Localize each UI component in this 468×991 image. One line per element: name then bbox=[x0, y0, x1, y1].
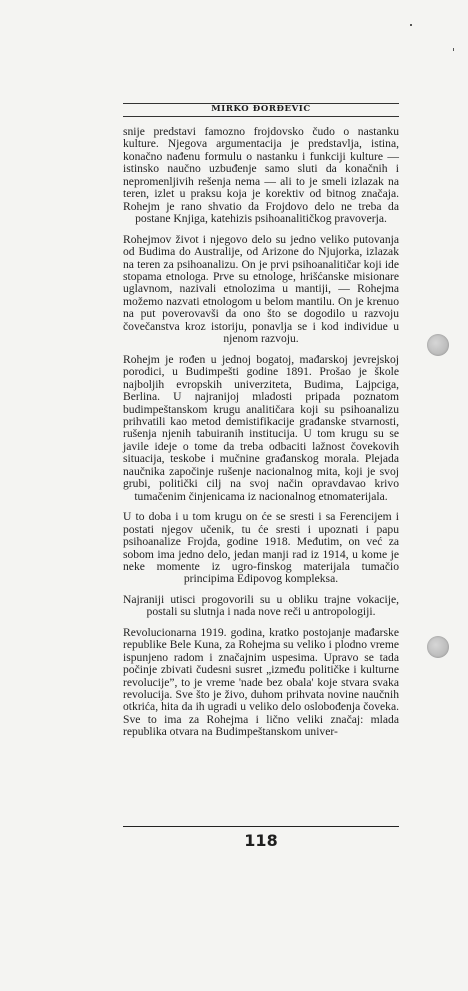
paragraph-4: U to doba i u tom krugu on će se sresti i sa Ferencijem i postati njegov učenik, tu će sresti i upoznati i papu psihoanalize Frojda, godine 1918. Međutim, on već za sobom ima jedno delo, jedan manji rad iz 1914, u kome je neke momente iz ugro-finskog materijala tumačio principima Edipovog kompleksa. bbox=[123, 510, 399, 586]
paragraph-5: Najraniji utisci progovorili su u obliku trajne vokacije, postali su slutnja i nada nove reči u antropologiji. bbox=[123, 592, 399, 619]
paragraph-1: snije predstavi famozno frojdovsko čudo o nastanku kulture. Njegova argumentacija je predstavlja, istina, konačno nađenu formulu o nastanku i funkciji kulture — istinsko naučno uzbuđenje samo sluti da konačnih i nepromenljivih rešenja nema — ali to je smeli izlazak na teren, izlet u praksu koja je korektiv od bitnog značaja. Rohejm je rano shvatio da Frojdovo delo ne treba da postane Knjiga, katehizis psihoanalitičkog pravoverja. bbox=[123, 125, 399, 226]
scan-speck bbox=[410, 24, 412, 26]
paragraph-3: Rohejm je rođen u jednoj bogatoj, mađarskoj jevrejskoj porodici, u Budimpešti godine 1891. Prošao je škole najboljih evropskih univerziteta, Budima, Lajpciga, Berlina. U najranijoj mladosti pripada poznatom budimpeštanskom krugu analitičara koji su psihoanalizu prihvatili kao metod demistifikacije građanske stvarnosti, rušenja njenih tabuiranih institucija. U tom krugu su se javile ideje o tome da treba odbaciti lažnost čovekovih situacija, teskobe i mučnine građanskog morala. Plejada naučnika započinje rušenje nacionalnog mita, koji je svoj grubi, politički cilj na svoj način opravdavao krivo tumačenim činjenicama iz nacionalnog etnomaterijala. bbox=[123, 352, 399, 503]
scan-speck bbox=[453, 48, 454, 51]
text-column bbox=[123, 126, 399, 747]
punch-hole-icon bbox=[427, 636, 449, 658]
footer-rule bbox=[123, 826, 399, 827]
header-rule-bottom bbox=[123, 116, 399, 117]
page-number: 118 bbox=[244, 831, 278, 850]
paragraph-6: Revolucionarna 1919. godina, kratko postojanje mađarske republike Bele Kuna, za Rohejma su veliko i plodno vreme ispunjeno radom i značajnim uspesima. Upravo se tada počinje zbivati čudesni susret „između političke i kulturne revolucije”, to je vreme 'nade bez obala' koje stvara svaka revolucija. Sve što je živo, duhom prihvata novine naučnih otkrića, hita da ih ugradi u veliko delo oslobođenja čoveka. Sve to ima za Rohejma i lično veliki značaj: mlada republika otvara na Budimpeštanskom univer- bbox=[123, 625, 399, 739]
running-header: MIRKO ĐORĐEVIĆ bbox=[211, 104, 311, 114]
paragraph-2: Rohejmov život i njegovo delo su jedno veliko putovanja od Budima do Australije, od Arizone do Njujorka, izlazak na teren za psihoanalizu. On je prvi psihoanalitičar koji ide stopama etnologa. Prve su etnologe, hrišćanske misionare uglavnom, nazivali etnolozima u mantiji, — Rohejma možemo nazvati etnologom u belom mantilu. On je krenuo na put poverovavši da ono što se dogodilo u razvoju čovečanstva kroz istoriju, ponavlja se i kod individue u njenom razvoju. bbox=[123, 232, 399, 346]
punch-hole-icon bbox=[427, 334, 449, 356]
